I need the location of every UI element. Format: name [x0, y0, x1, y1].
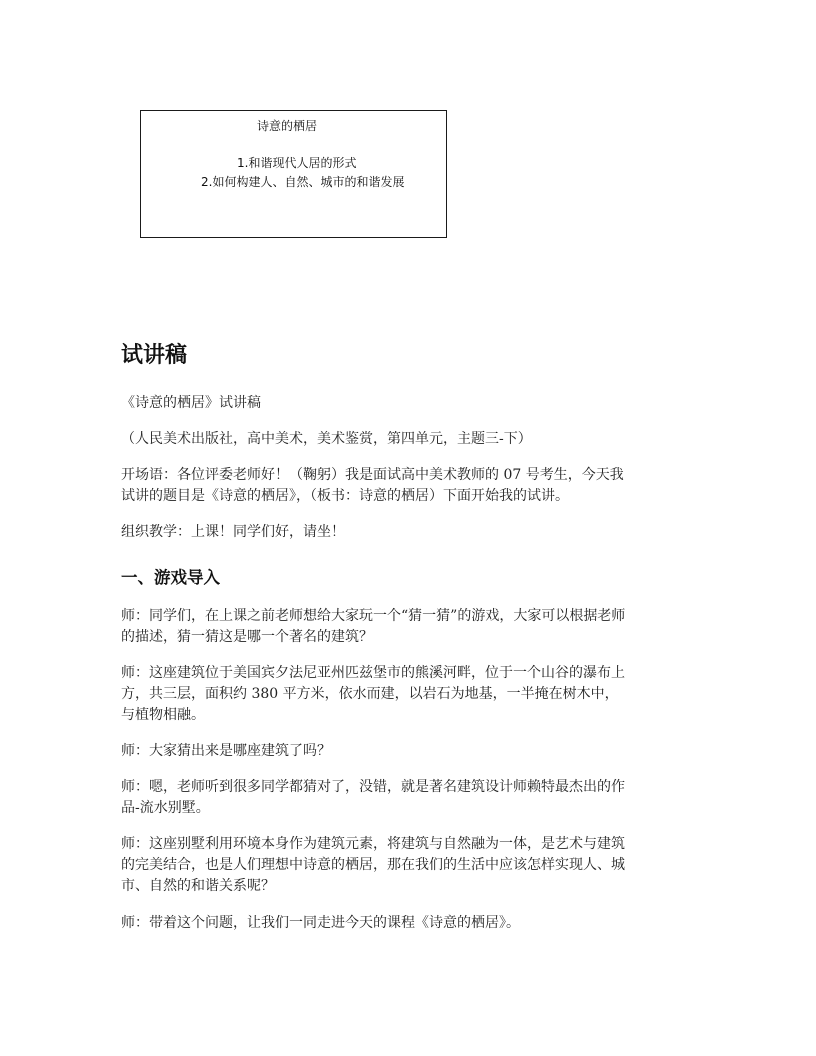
teacher-paragraph-5: 师：这座别墅利用环境本身作为建筑元素，将建筑与自然融为一体，是艺术与建筑 的完美结合，也是人们理想中诗意的栖居，那在我们的生活中应该怎样实现人、城 市、自然的和谐关系呢？: [121, 836, 625, 894]
teacher-paragraph-6: 师：带着这个问题，让我们一同走进今天的课程《诗意的栖居》。: [121, 915, 520, 931]
teacher-paragraph-3: 师：大家猜出来是哪座建筑了吗？: [121, 743, 331, 759]
blackboard-point-2: 2.如何构建人、自然、城市的和谐发展: [201, 175, 405, 189]
blackboard-design-box: [140, 110, 447, 238]
blackboard-point-1: 1.和谐现代人居的形式: [237, 156, 357, 170]
organize-teaching-paragraph: 组织教学：上课！同学们好，请坐！: [121, 524, 345, 540]
lesson-subtitle: 《诗意的栖居》试讲稿: [121, 395, 261, 411]
section-heading-game-intro: 一、游戏导入: [121, 568, 220, 587]
document-title: 试讲稿: [121, 343, 188, 368]
teacher-paragraph-2: 师：这座建筑位于美国宾夕法尼亚州匹兹堡市的熊溪河畔，位于一个山谷的瀑布上 方，共三层，面积约 380 平方米，依水而建，以岩石为地基，一半掩在树木中， 与植物相融。: [121, 665, 625, 723]
lesson-source: （人民美术出版社，高中美术，美术鉴赏，第四单元，主题三-下）: [121, 431, 532, 447]
teacher-paragraph-1: 师：同学们，在上课之前老师想给大家玩一个“猜一猜”的游戏，大家可以根据老师 的描述，猜一猜这是哪一个著名的建筑？: [121, 608, 626, 645]
blackboard-title: 诗意的栖居: [257, 119, 318, 133]
opening-paragraph: 开场语：各位评委老师好！（鞠躬）我是面试高中美术教师的 07 号考生，今天我 试讲的题目是《诗意的栖居》，（板书：诗意的栖居）下面开始我的试讲。: [121, 467, 624, 504]
teacher-paragraph-4: 师：嗯，老师听到很多同学都猜对了，没错，就是著名建筑设计师赖特最杰出的作 品-流水别墅。: [121, 779, 625, 816]
